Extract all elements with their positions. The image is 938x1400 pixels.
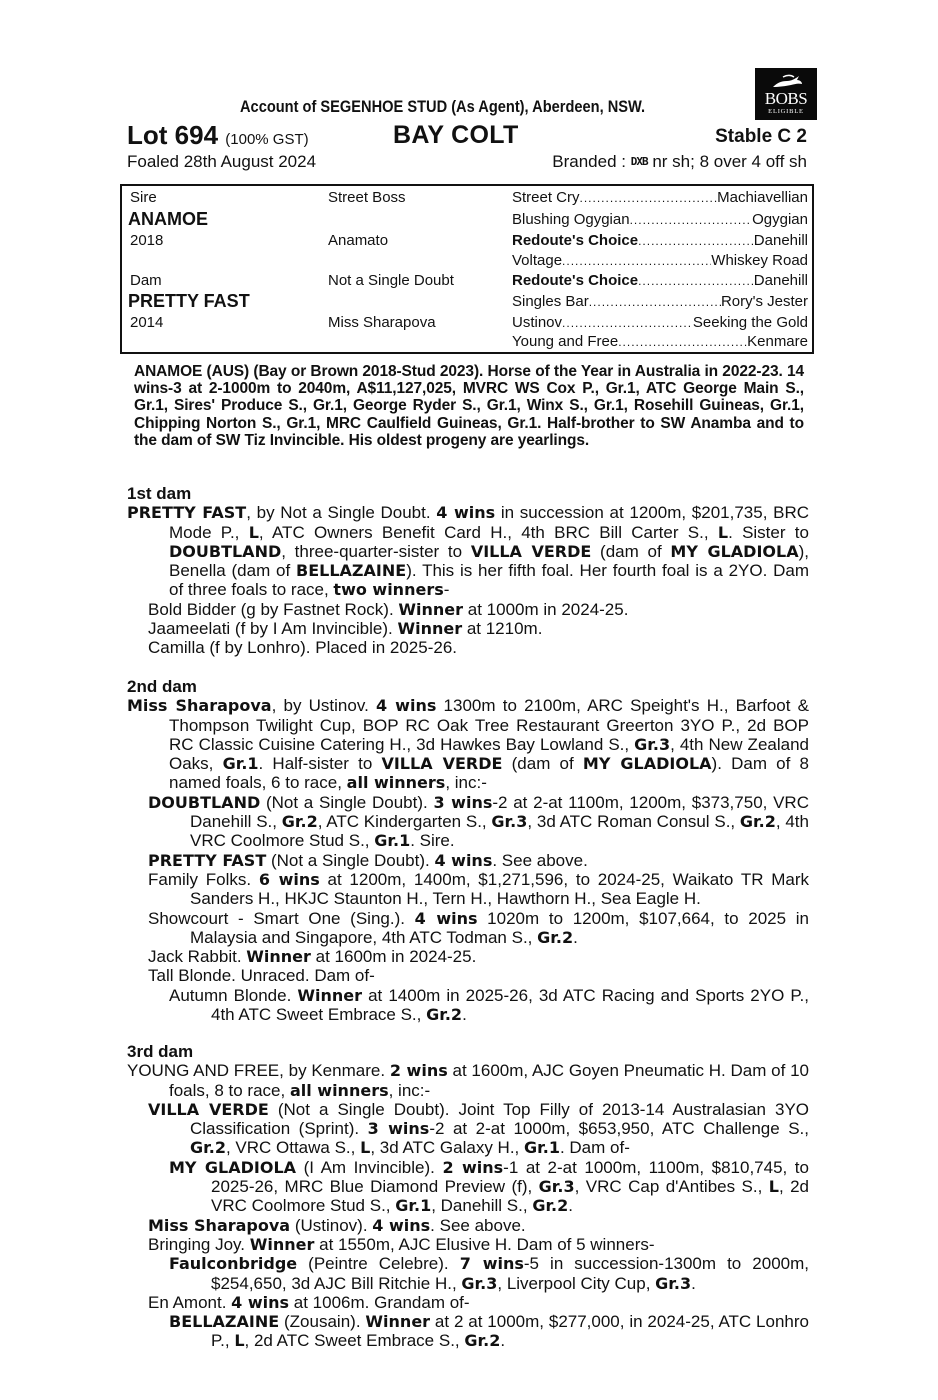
gen3-row: Redoute's Choice ..... Danehill	[512, 271, 808, 291]
grand-progeny-entry: Faulconbridge (Peintre Celebre). 7 wins-5 in succession-1300m to 2000m, $254,650, 3d AJC Bill Ritchie H., Gr.3, Liverpool City Cup, Gr.3.	[169, 1254, 809, 1293]
sire-label: Sire	[130, 189, 157, 206]
brand-mark-icon: DXB	[630, 155, 648, 168]
branded-label: Branded :	[552, 152, 626, 171]
grand-progeny-entry: MY GLADIOLA (I Am Invincible). 2 wins-1 at 2-at 1000m, 1100m, $810,745, to 2025-26, MRC Blue Diamond Preview (f), Gr.3, VRC Cap d'Antibes S., L, 2d VRC Coolmore Stud S., Gr.1, Danehill S., Gr.2.	[169, 1157, 809, 1216]
sire-year: 2018	[130, 232, 164, 249]
logo-title: BOBS	[764, 89, 808, 108]
logo-subtitle: ELIGIBLE	[768, 108, 804, 115]
bobs-eligible-logo	[755, 68, 817, 120]
gen2-dam-dam: Miss Sharapova	[328, 314, 436, 331]
progeny-entry: En Amont. 4 wins at 1006m. Grandam of-	[148, 1292, 470, 1312]
gen3-row: Singles Bar ..... Rory's Jester	[512, 292, 808, 312]
gen3-row: Voltage ..... Whiskey Road	[512, 251, 808, 271]
stable-location: Stable C 2	[715, 126, 807, 147]
branded-text: nr sh; 8 over 4 off sh	[652, 152, 807, 171]
dam-name: PRETTY FAST	[128, 291, 250, 311]
progeny-entry: Bringing Joy. Winner at 1550m, AJC Elusive H. Dam of 5 winners-	[148, 1234, 655, 1254]
section-heading: 2nd dam	[127, 677, 197, 696]
progeny-entry: Bold Bidder (g by Fastnet Rock). Winner at 1000m in 2024-25.	[148, 599, 629, 619]
gst-note: (100% GST)	[225, 131, 309, 148]
lot-label: Lot 694	[127, 120, 219, 150]
progeny-entry: PRETTY FAST (Not a Single Doubt). 4 wins. See above.	[148, 850, 588, 870]
progeny-entry: VILLA VERDE (Not a Single Doubt). Joint Top Filly of 2013-14 Australasian 3YO Classification (Sprint). 3 wins-2 at 2-at 1000m, $653,950, ATC Challenge S., Gr.2, VRC Ottawa S., L, 3d ATC Galaxy H., Gr.1. Dam of-	[148, 1099, 810, 1158]
dam-paragraph: YOUNG AND FREE, by Kenmare. 2 wins at 1600m, AJC Goyen Pneumatic H. Dam of 10 foals, 8 to race, all winners, inc:-	[127, 1061, 809, 1100]
progeny-entry: Showcourt - Smart One (Sing.). 4 wins 1020m to 1200m, $107,664, to 2025 in Malaysia and Singapore, 4th ATC Todman S., Gr.2.	[148, 908, 809, 947]
first-dam-section	[127, 484, 809, 658]
progeny-entry: Tall Blonde. Unraced. Dam of-	[148, 966, 375, 986]
progeny-entry: Camilla (f by Lonhro). Placed in 2025-26.	[148, 638, 457, 658]
third-dam-section	[127, 1042, 809, 1351]
foaled-date: Foaled 28th August 2024	[127, 152, 317, 171]
second-dam-section	[127, 677, 809, 1024]
dam-paragraph: PRETTY FAST, by Not a Single Doubt. 4 wins in succession at 1200m, $201,735, BRC Mode P., L, ATC Owners Benefit Card H., 4th BRC Bill Carter S., L. Sister to DOUBTLAND, three-quarter-sister to VILLA VERDE (dam of MY GLADIOLA), Benella (dam of BELLAZAINE). This is her fifth foal. Her fourth foal is a 2YO. Dam of three foals to race, two winners-	[127, 503, 810, 600]
dam-label: Dam	[130, 272, 162, 289]
brand-description	[552, 152, 807, 172]
progeny-entry: Family Folks. 6 wins at 1200m, 1400m, $1,271,596, to 2024-25, Waikato TR Mark Sanders H., HKJC Staunton H., Tern H., Hawthorn H., Sea Eagle H.	[148, 869, 809, 909]
gen3-row: Young and Free ..... Kenmare	[512, 332, 808, 352]
dam-year: 2014	[130, 314, 164, 331]
horse-sex-colour: BAY COLT	[393, 121, 519, 149]
section-heading: 1st dam	[127, 484, 192, 503]
dam-paragraph: Miss Sharapova, by Ustinov. 4 wins 1300m to 2100m, ARC Speight's H., Barfoot & Thompson Twilight Cup, BOP RC Oak Tree Restaurant Greerton 3YO P., 2d BOP RC Classic Cuisine Catering H., 3d Hawkes Bay Lowland S., Gr.3, 4th New Zealand Oaks, Gr.1. Half-sister to VILLA VERDE (dam of MY GLADIOLA). Dam of 8 named foals, 6 to race, all winners, inc:-	[127, 696, 810, 793]
gen3-row: Ustinov ..... Seeking the Gold	[512, 313, 808, 333]
gen3-row: Blushing Ogygian ..... Ogygian	[512, 210, 808, 230]
gen3-row: Redoute's Choice ..... Danehill	[512, 231, 808, 251]
sire-name: ANAMOE	[128, 209, 208, 229]
pedigree-table	[120, 184, 814, 354]
lot-number	[127, 120, 309, 151]
gen2-sire-dam: Anamato	[328, 232, 389, 249]
progeny-entry: Miss Sharapova (Ustinov). 4 wins. See above.	[148, 1215, 526, 1235]
sire-summary: ANAMOE (AUS) (Bay or Brown 2018-Stud 2023). Horse of the Year in Australia in 2022-23. 14 wins-3 at 2-1000m to 2040m, A$11,127,025, MVRC WS Cox P., Gr.1, ATC George Main S., Gr.1, Sires' Produce S., Gr.1, George Ryder S., Gr.1, Winx S., Gr.1, Rosehill Guineas, Gr.1, Chipping Norton S., Gr.1, MRC Caulfield Guineas, Gr.1. Half-brother to SW Anamba and to the dam of SW Tiz Invincible. His oldest progeny are yearlings.	[134, 363, 804, 449]
vendor-account: Account of SEGENHOE STUD (As Agent), Aberdeen, NSW.	[240, 97, 646, 116]
section-heading: 3rd dam	[127, 1042, 194, 1061]
progeny-entry: Jaameelati (f by I Am Invincible). Winner at 1210m.	[148, 619, 543, 639]
grand-progeny-entry: BELLAZAINE (Zousain). Winner at 2 at 1000m, $277,000, in 2024-25, ATC Lonhro P., L, 2d ATC Sweet Embrace S., Gr.2.	[169, 1312, 809, 1351]
progeny-entry: DOUBTLAND (Not a Single Doubt). 3 wins-2 at 2-at 1100m, 1200m, $373,750, VRC Danehill S., Gr.2, ATC Kindergarten S., Gr.3, 3d ATC Roman Consul S., Gr.2, 4th VRC Coolmore Stud S., Gr.1. Sire.	[148, 792, 809, 851]
gen2-sire-sire: Street Boss	[328, 189, 406, 206]
gen3-row: Street Cry ..... Machiavellian	[512, 188, 808, 208]
progeny-entry: Jack Rabbit. Winner at 1600m in 2024-25.	[148, 947, 477, 967]
gen2-dam-sire: Not a Single Doubt	[328, 272, 454, 289]
grand-progeny-entry: Autumn Blonde. Winner at 1400m in 2025-26, 3d ATC Racing and Sports 2YO P., 4th ATC Sweet Embrace S., Gr.2.	[169, 985, 809, 1025]
